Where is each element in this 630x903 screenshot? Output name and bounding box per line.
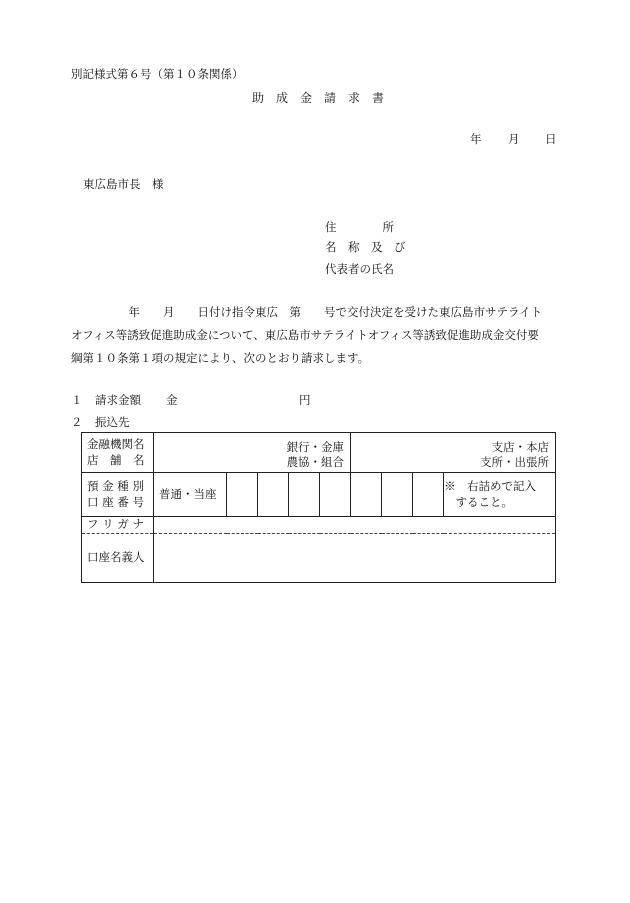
deposit-type-cell[interactable] bbox=[154, 473, 227, 517]
applicant-name-label: 名 称 及 び bbox=[325, 240, 406, 254]
account-header bbox=[82, 473, 154, 517]
date-day: 日 bbox=[545, 132, 557, 146]
item1-label: 請求金額 bbox=[95, 393, 141, 407]
applicant-address-label: 住 所 bbox=[325, 220, 394, 234]
form-title: 助 成 金 請 求 書 bbox=[252, 91, 385, 105]
right-align-note bbox=[444, 473, 556, 517]
account-holder-header-label: 口座名義人 bbox=[87, 549, 145, 564]
furigana-header-label: フ リ ガ ナ bbox=[87, 517, 144, 531]
bank-types-line1: 銀行・金庫 bbox=[286, 439, 345, 454]
date-year: 年 bbox=[470, 132, 482, 146]
account-digit-4[interactable] bbox=[320, 473, 351, 517]
addressee: 東広島市長 様 bbox=[83, 177, 164, 191]
bank-type-cell[interactable] bbox=[154, 433, 351, 473]
bank-name-header-line2: 店 舗 名 bbox=[87, 452, 145, 467]
account-digit-7[interactable] bbox=[413, 473, 444, 517]
bank-name-header bbox=[82, 433, 154, 473]
account-digit-6[interactable] bbox=[382, 473, 413, 517]
body-line-1: 年 月 日付け指令東広 第 号で交付決定を受けた東広島市サテライト bbox=[71, 305, 543, 319]
body-line-3: 綱第１０条第１項の規定により、次のとおり請求します。 bbox=[71, 351, 370, 365]
bank-row bbox=[82, 433, 556, 473]
account-digit-5[interactable] bbox=[351, 473, 382, 517]
deposit-type-options: 普通・当座 bbox=[159, 486, 217, 501]
branch-types-line1: 支店・本店 bbox=[491, 439, 550, 454]
note-line2: すること。 bbox=[444, 494, 514, 509]
account-digit-2[interactable] bbox=[258, 473, 289, 517]
account-digit-1[interactable] bbox=[227, 473, 258, 517]
transfer-table bbox=[81, 432, 556, 583]
account-holder-header bbox=[82, 533, 154, 582]
account-holder-input[interactable] bbox=[154, 533, 556, 582]
furigana-row bbox=[82, 517, 556, 534]
form-header: 別記様式第６号（第１０条関係） bbox=[71, 67, 244, 81]
branch-type-cell[interactable] bbox=[351, 433, 556, 473]
bank-name-header-line1: 金融機関名 bbox=[87, 436, 145, 451]
furigana-header bbox=[82, 517, 154, 534]
branch-types-line2: 支所・出張所 bbox=[480, 455, 550, 470]
item1-number: １ bbox=[71, 393, 83, 407]
item1-kin: 金 bbox=[166, 393, 178, 407]
note-line1: ※ 右詰めで記入 bbox=[444, 479, 537, 493]
furigana-input[interactable] bbox=[154, 517, 556, 534]
account-digit-3[interactable] bbox=[289, 473, 320, 517]
date-month: 月 bbox=[508, 132, 520, 146]
account-header-line2: 口 座 番 号 bbox=[87, 494, 144, 509]
body-line-2: オフィス等誘致促進助成金について、東広島市サテライトオフィス等誘致促進助成金交付要 bbox=[71, 328, 539, 342]
applicant-rep-label: 代表者の氏名 bbox=[325, 262, 394, 276]
bank-types-line2: 農協・組合 bbox=[286, 455, 345, 470]
item2-label: 振込先 bbox=[95, 415, 130, 429]
item1-yen: 円 bbox=[299, 393, 311, 407]
account-holder-row bbox=[82, 533, 556, 582]
item2-number: ２ bbox=[71, 415, 83, 429]
account-row bbox=[82, 473, 556, 517]
account-header-line1: 預 金 種 別 bbox=[87, 478, 144, 493]
